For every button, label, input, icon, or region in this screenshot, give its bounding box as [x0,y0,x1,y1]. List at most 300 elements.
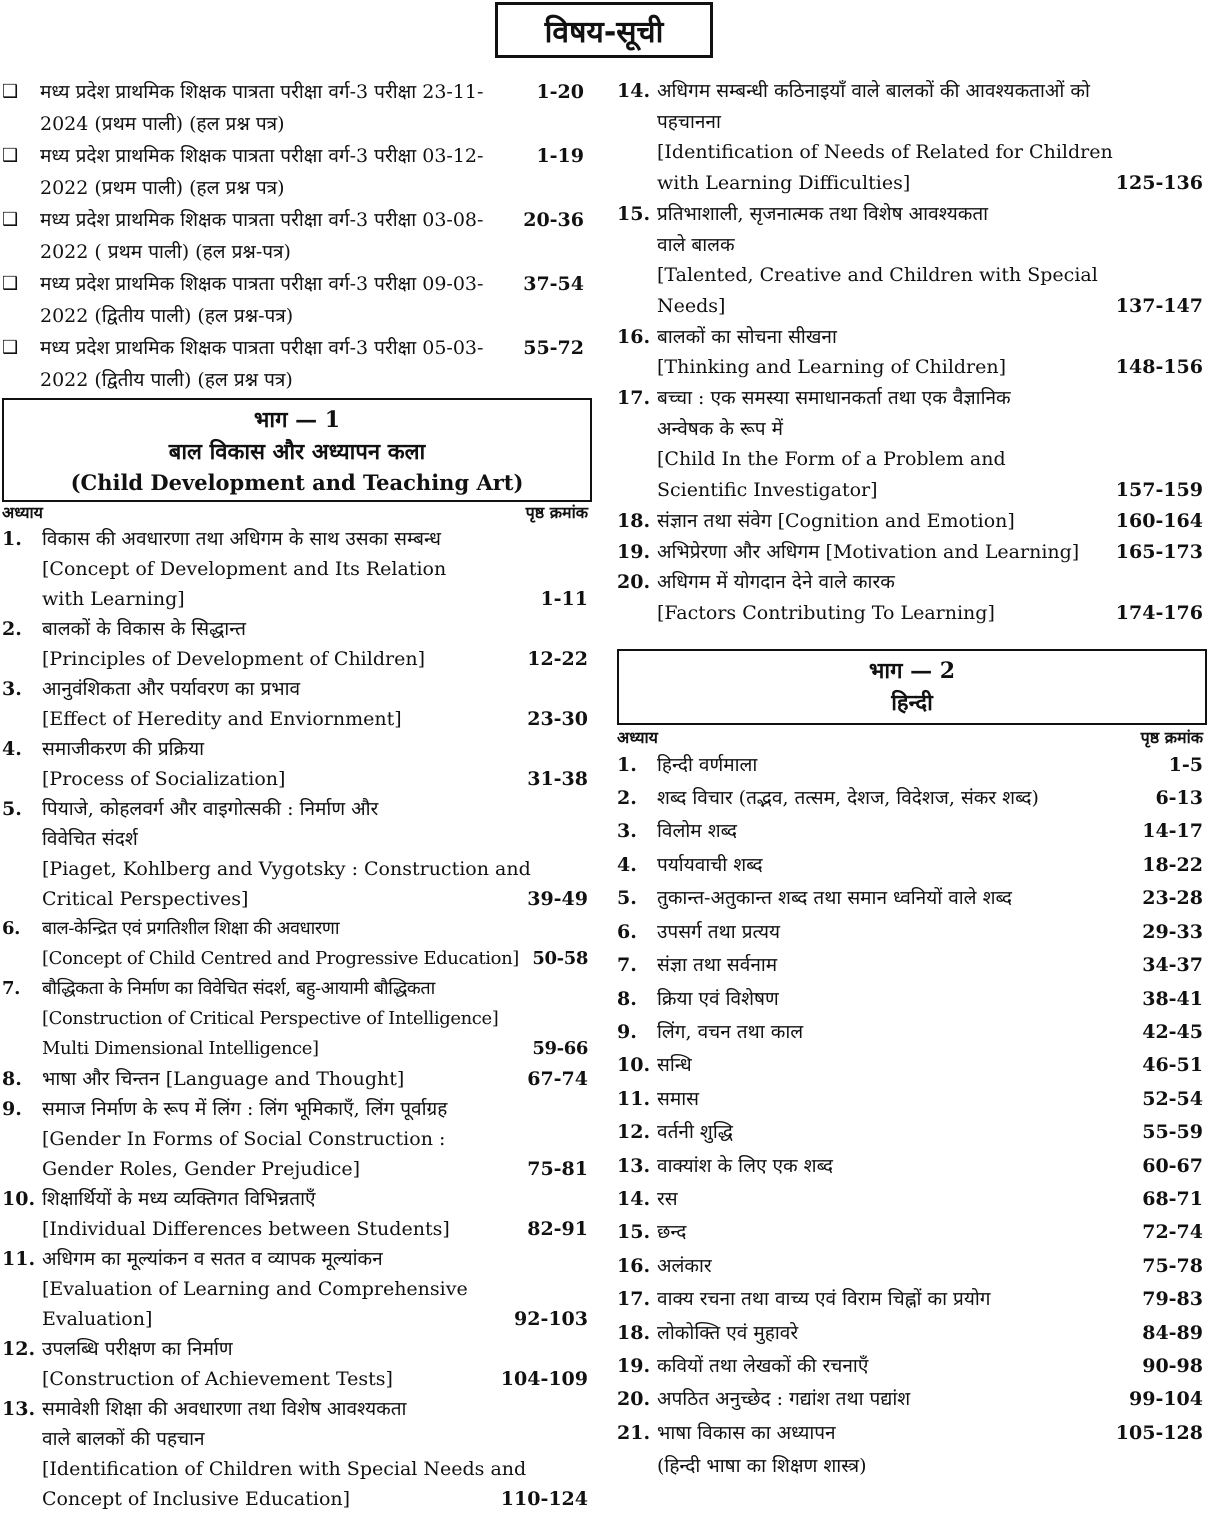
chapter-title-line: [Piaget, Kohlberg and Vygotsky : Construction and [42,858,531,880]
chapter-pages: 84-89 [1142,1321,1203,1344]
chapter-title-line: लोकोक्ति एवं मुहावरे [657,1321,799,1344]
chapter-title-line: कवियों तथा लेखकों की रचनाएँ [657,1354,869,1377]
chapter-title-line: रस [657,1187,678,1210]
chapter-body [657,1083,1207,1116]
chapter-title-line: समाज निर्माण के रूप में लिंग : लिंग भूमिकाएँ, लिंग पूर्वाग्रह [42,1098,448,1120]
chapter-title-last-line [42,764,592,794]
chapter-title-line: प्रतिभाशाली, सृजनात्मक तथा विशेष आवश्यकता [657,202,989,225]
chapter-pages: 1-5 [1168,753,1203,776]
chapter-column-label: अध्याय [2,503,43,522]
chapter-body [657,567,1207,628]
chapter-body [42,524,592,614]
chapter-number: 14. [617,1187,651,1210]
paper-pages: 55-72 [523,337,584,359]
chapter-title-line: संज्ञा तथा सर्वनाम [657,954,778,977]
chapter-entry [617,567,1207,628]
chapter-entry [617,1016,1207,1049]
chapter-entry [617,782,1207,815]
chapter-number: 2. [2,618,22,640]
chapter-title-line: भाषा और चिन्तन [Language and Thought] [42,1068,405,1090]
chapter-title-line: समावेशी शिक्षा की अवधारणा तथा विशेष आवश्यकता [42,1398,407,1420]
chapter-entry [617,882,1207,915]
chapter-entry [617,322,1207,383]
chapter-number: 17. [617,387,651,410]
chapter-pages: 174-176 [1115,601,1203,624]
paper-pages: 20-36 [523,209,584,231]
chapter-pages: 50-58 [532,948,588,969]
chapter-body [657,1417,1207,1484]
chapter-pages: 18-22 [1142,853,1203,876]
chapter-body [42,974,592,1064]
chapter-title-line: Scientific Investigator] [657,479,878,502]
chapter-title-line: अभिप्रेरणा और अधिगम [Motivation and Learning] [657,540,1080,563]
chapter-title-line: तुकान्त-अतुकान्त शब्द तथा समान ध्वनियों वाले शब्द [657,887,1012,910]
chapter-pages: 23-28 [1142,887,1203,910]
chapter-entry [2,974,592,1064]
chapter-pages: 157-159 [1115,479,1203,502]
part2-title-hindi: हिन्दी [891,689,933,716]
chapter-number: 18. [617,509,651,532]
chapter-pages: 67-74 [527,1068,588,1090]
chapter-body [657,506,1207,537]
chapter-title-last-line [657,749,1207,782]
chapter-title-last-line [657,291,1207,322]
chapter-title-last-line [42,1034,592,1064]
chapter-entry [2,734,592,794]
chapter-body [657,1250,1207,1283]
chapter-number: 20. [617,1388,651,1411]
chapter-title-last-line [657,949,1207,982]
chapter-body [657,1350,1207,1383]
chapter-title-line: [Process of Socialization] [42,768,286,790]
chapter-number: 19. [617,540,651,563]
chapter-title-line: क्रिया एवं विशेषण [657,987,779,1010]
chapter-entry [617,1383,1207,1416]
part1-column-header [2,502,592,524]
chapter-entry [2,1064,592,1094]
chapter-number: 13. [617,1154,651,1177]
chapter-title-line: Gender Roles, Gender Prejudice] [42,1158,361,1180]
chapter-title-line: अलंकार [657,1254,712,1277]
chapter-pages: 42-45 [1142,1020,1203,1043]
chapter-title-line: अन्वेषक के रूप में [657,417,783,440]
chapter-number: 10. [2,1188,36,1210]
chapter-pages: 23-30 [527,708,588,730]
part1-chapter-list [2,524,592,1514]
chapter-title-last-line [657,1383,1207,1416]
chapter-body [42,1094,592,1184]
chapter-body [657,1150,1207,1183]
chapter-title-line: हिन्दी वर्णमाला [657,753,758,776]
chapter-body [657,815,1207,848]
chapter-subtitle: (हिन्दी भाषा का शिक्षण शास्त्र) [657,1455,867,1478]
chapter-title-line: पर्यायवाची शब्द [657,853,763,876]
chapter-number: 16. [617,325,651,348]
chapter-pages: 72-74 [1142,1221,1203,1244]
chapter-title-line: उपलब्धि परीक्षण का निर्माण [42,1338,233,1360]
chapter-entry [617,537,1207,568]
chapter-title-line: Multi Dimensional Intelligence] [42,1038,319,1059]
chapter-entry [617,1083,1207,1116]
chapter-title-line: [Individual Differences between Students] [42,1218,450,1240]
chapter-title-line: भाषा विकास का अध्यापन [657,1421,836,1444]
chapter-entry [617,1250,1207,1283]
page-title: विषय-सूची [495,2,713,58]
page-column-label: पृष्ठ क्रमांक [1140,727,1203,747]
chapter-pages: 75-81 [527,1158,588,1180]
chapter-body [42,1184,592,1244]
chapter-entry [2,1334,592,1394]
chapter-title-line: [Factors Contributing To Learning] [657,601,995,624]
chapter-number: 17. [617,1288,651,1311]
chapter-title-line: [Construction of Critical Perspective of Intelligence] [42,1008,499,1029]
chapter-title-line: [Thinking and Learning of Children] [657,356,1007,379]
chapter-title-last-line [42,1484,592,1514]
chapter-number: 3. [2,678,22,700]
chapter-number: 11. [2,1248,36,1270]
paper-item [2,268,592,332]
chapter-body [657,1317,1207,1350]
chapter-title-last-line [657,1049,1207,1082]
chapter-pages: 99-104 [1129,1388,1203,1411]
chapter-body [657,1283,1207,1316]
chapter-title-last-line [42,1154,592,1184]
part1-title-hindi: बाल विकास और अध्यापन कला [168,439,426,465]
chapter-number: 10. [617,1054,651,1077]
chapter-title-last-line [657,983,1207,1016]
chapter-number: 8. [617,987,637,1010]
chapter-title-last-line [657,916,1207,949]
chapter-number: 6. [617,920,637,943]
chapter-entry [2,914,592,974]
chapter-title-line: आनुवंशिकता और पर्यावरण का प्रभाव [42,678,301,700]
chapter-body [657,916,1207,949]
chapter-number: 2. [617,787,637,810]
chapter-number: 19. [617,1354,651,1377]
chapter-title-last-line [42,1064,592,1094]
chapter-title-last-line [42,644,592,674]
chapter-body [657,849,1207,882]
chapter-entry [617,1116,1207,1149]
paper-title: मध्य प्रदेश प्राथमिक शिक्षक पात्रता परीक्षा वर्ग-3 परीक्षा 03-08-2022 ( प्रथम पाली) (हल प्रश्न-पत्र) [40,209,484,263]
chapter-number: 13. [2,1398,36,1420]
paper-pages: 37-54 [523,273,584,295]
chapter-number: 16. [617,1254,651,1277]
chapter-entry [617,1283,1207,1316]
chapter-pages: 90-98 [1142,1354,1203,1377]
chapter-number: 11. [617,1087,651,1110]
chapter-entry [2,674,592,734]
chapter-title-last-line [657,168,1207,199]
chapter-number: 4. [2,738,22,760]
chapter-entry [617,815,1207,848]
chapter-pages: 39-49 [527,888,588,910]
chapter-entry [617,1150,1207,1183]
chapter-pages: 137-147 [1115,294,1203,317]
chapter-entry [617,76,1207,199]
chapter-body [657,949,1207,982]
chapter-body [42,794,592,914]
chapter-pages: 165-173 [1115,540,1203,563]
chapter-title-line: बालकों के विकास के सिद्धान्त [42,618,246,640]
chapter-title-line: विकास की अवधारणा तथा अधिगम के साथ उसका सम्बन्ध [42,528,441,550]
chapter-title-line: [Child In the Form of a Problem and [657,448,1006,471]
part2-column-header [617,727,1207,749]
chapter-entry [617,506,1207,537]
chapter-title-line: शब्द विचार (तद्भव, तत्सम, देशज, विदेशज, संकर शब्द) [657,787,1039,810]
paper-title: मध्य प्रदेश प्राथमिक शिक्षक पात्रता परीक्षा वर्ग-3 परीक्षा 03-12-2022 (प्रथम पाली) (हल प्रश्न पत्र) [40,145,484,199]
chapter-title-last-line [657,598,1207,629]
chapter-title-last-line [657,1216,1207,1249]
chapter-title-last-line [657,1350,1207,1383]
chapter-body [42,674,592,734]
chapter-title-line: पियाजे, कोहलवर्ग और वाइगोत्सकी : निर्माण और [42,798,379,820]
chapter-body [42,1244,592,1334]
chapter-pages: 46-51 [1142,1054,1203,1077]
chapter-pages: 14-17 [1142,820,1203,843]
chapter-number: 14. [617,80,651,102]
chapter-number: 9. [2,1098,22,1120]
chapter-entry [617,983,1207,1016]
part2-header [617,649,1207,725]
paper-item [2,332,592,396]
chapter-title-last-line [657,475,1207,506]
paper-item [2,76,592,140]
paper-title: मध्य प्रदेश प्राथमिक शिक्षक पात्रता परीक्षा वर्ग-3 परीक्षा 23-11-2024 (प्रथम पाली) (हल प्रश्न पत्र) [40,81,484,135]
solved-papers-list [2,76,592,396]
chapter-entry [617,1216,1207,1249]
chapter-number: 5. [2,798,22,820]
chapter-entry [617,1417,1207,1484]
chapter-title-line: with Learning Difficulties] [657,172,911,195]
chapter-title-line: [Construction of Achievement Tests] [42,1368,393,1390]
chapter-number: 21. [617,1421,651,1444]
chapter-title-last-line [42,1214,592,1244]
chapter-entry [617,1183,1207,1216]
chapter-title-line: अधिगम सम्बन्धी कठिनाइयाँ वाले बालकों की आवश्यकताओं को [657,80,1090,102]
chapter-body [657,749,1207,782]
chapter-number: 12. [2,1338,36,1360]
chapter-title-line: समास [657,1087,699,1110]
chapter-title-last-line [657,882,1207,915]
chapter-body [42,614,592,674]
chapter-pages: 34-37 [1142,954,1203,977]
chapter-number: 4. [617,853,637,876]
chapter-pages: 92-103 [514,1308,588,1330]
chapter-title-line: वाक्यांश के लिए एक शब्द [657,1154,834,1177]
part2-label: भाग — 2 [868,657,956,684]
chapter-number: 18. [617,1321,651,1344]
chapter-entry [617,1317,1207,1350]
chapter-column-label: अध्याय [617,727,658,747]
checkbox-bullet-icon: ❑ [2,209,19,230]
chapter-title-last-line [42,584,592,614]
chapter-title-last-line [657,782,1207,815]
chapter-title-last-line [657,1183,1207,1216]
chapter-title-line: Critical Perspectives] [42,888,249,910]
chapter-entry [2,1394,592,1514]
chapter-entry [2,1244,592,1334]
chapter-number: 12. [617,1121,651,1144]
chapter-title-line: Needs] [657,294,726,317]
chapter-title-line: बौद्धिकता के निर्माण का विवेचित संदर्श, बहु-आयामी बौद्धिकता [42,978,435,999]
chapter-body [657,882,1207,915]
part1-label: भाग — 1 [253,407,341,433]
chapter-title-last-line [42,944,592,974]
chapter-title-last-line [657,1116,1207,1149]
chapter-title-line: सन्धि [657,1054,692,1077]
chapter-title-line: अधिगम में योगदान देने वाले कारक [657,571,895,594]
chapter-pages: 104-109 [500,1368,588,1390]
chapter-number: 3. [617,820,637,843]
chapter-title-line: [Effect of Heredity and Enviornment] [42,708,402,730]
chapter-title-line: वाले बालक [657,233,735,256]
chapter-title-last-line [657,1417,1207,1450]
chapter-title-line: [Evaluation of Learning and Comprehensive [42,1278,468,1300]
chapter-title-line: [Gender In Forms of Social Construction : [42,1128,446,1150]
chapter-title-line: with Learning] [42,588,185,610]
chapter-number: 7. [617,954,637,977]
chapter-title-line: संज्ञान तथा संवेग [Cognition and Emotion] [657,509,1015,532]
chapter-entry [617,1350,1207,1383]
chapter-title-last-line [657,1083,1207,1116]
chapter-pages: 31-38 [527,768,588,790]
chapter-title-line: अधिगम का मूल्यांकन व सतत व व्यापक मूल्यांकन [42,1248,383,1270]
chapter-title-line: उपसर्ग तथा प्रत्यय [657,920,781,943]
page-column-label: पृष्ठ क्रमांक [525,503,588,522]
chapter-entry [617,916,1207,949]
chapter-title-last-line [42,1364,592,1394]
chapter-body [42,734,592,794]
chapter-entry [2,524,592,614]
chapter-body [42,1334,592,1394]
chapter-title-last-line [657,1150,1207,1183]
paper-title: मध्य प्रदेश प्राथमिक शिक्षक पात्रता परीक्षा वर्ग-3 परीक्षा 05-03-2022 (द्वितीय पाली) (हल प्रश्न पत्र) [40,337,484,391]
chapter-title-last-line [42,704,592,734]
chapter-pages: 1-11 [540,588,588,610]
chapter-title-last-line [657,352,1207,383]
chapter-entry [2,794,592,914]
chapter-pages: 79-83 [1142,1288,1203,1311]
chapter-title-line: पहचानना [657,110,721,133]
chapter-title-last-line [657,537,1207,568]
chapter-entry [2,1094,592,1184]
chapter-entry [617,749,1207,782]
paper-title: मध्य प्रदेश प्राथमिक शिक्षक पात्रता परीक्षा वर्ग-3 परीक्षा 09-03-2022 (द्वितीय पाली) (हल प्रश्न-पत्र) [40,273,484,327]
chapter-pages: 52-54 [1142,1087,1203,1110]
chapter-number: 15. [617,1221,651,1244]
chapter-body [657,1183,1207,1216]
chapter-number: 1. [2,528,22,550]
chapter-title-line: वाक्य रचना तथा वाच्य एवं विराम चिह्नों का प्रयोग [657,1288,991,1311]
checkbox-bullet-icon: ❑ [2,337,19,358]
chapter-body [657,322,1207,383]
chapter-entry [617,383,1207,506]
chapter-pages: 68-71 [1142,1187,1203,1210]
chapter-title-line: Concept of Inclusive Education] [42,1488,351,1510]
chapter-number: 1. [617,753,637,776]
chapter-title-last-line [657,1250,1207,1283]
part1-chapter-list-continued [617,76,1207,629]
chapter-entry [2,614,592,674]
chapter-number: 7. [2,978,20,999]
chapter-title-line: बाल-केन्द्रित एवं प्रगतिशील शिक्षा की अवधारणा [42,918,340,939]
chapter-number: 8. [2,1068,22,1090]
chapter-pages: 82-91 [527,1218,588,1240]
chapter-body [657,1116,1207,1149]
chapter-title-last-line [657,849,1207,882]
chapter-title-line: [Concept of Child Centred and Progressive Education] [42,948,519,969]
chapter-body [42,1394,592,1514]
chapter-pages: 12-22 [527,648,588,670]
chapter-title-line: शिक्षार्थियों के मध्य व्यक्तिगत विभिन्नताएँ [42,1188,316,1210]
checkbox-bullet-icon: ❑ [2,81,19,102]
chapter-entry [617,849,1207,882]
left-column [2,76,592,1514]
chapter-pages: 75-78 [1142,1254,1203,1277]
chapter-pages: 125-136 [1115,172,1203,195]
chapter-entry [617,949,1207,982]
chapter-number: 20. [617,571,651,594]
chapter-entry [617,1049,1207,1082]
chapter-pages: 148-156 [1115,356,1203,379]
chapter-number: 9. [617,1020,637,1043]
chapter-title-line: [Talented, Creative and Children with Special [657,264,1098,287]
chapter-title-line: विलोम शब्द [657,820,738,843]
chapter-body [42,914,592,974]
chapter-pages: 55-59 [1142,1121,1203,1144]
checkbox-bullet-icon: ❑ [2,145,19,166]
chapter-title-line: विवेचित संदर्श [42,828,138,850]
chapter-pages: 6-13 [1155,787,1203,810]
chapter-number: 6. [2,918,20,939]
paper-item [2,204,592,268]
chapter-body [657,383,1207,506]
chapter-title-last-line [657,1283,1207,1316]
chapter-number: 15. [617,202,651,225]
chapter-body [657,199,1207,322]
chapter-title-line: अपठित अनुच्छेद : गद्यांश तथा पद्यांश [657,1388,911,1411]
chapter-title-last-line [657,1016,1207,1049]
chapter-title-line: लिंग, वचन तथा काल [657,1020,804,1043]
chapter-title-line: [Identification of Needs of Related for Children [657,141,1113,164]
chapter-pages: 29-33 [1142,920,1203,943]
chapter-pages: 59-66 [532,1038,588,1059]
chapter-title-line: बच्चा : एक समस्या समाधानकर्ता तथा एक वैज्ञानिक [657,387,1011,410]
chapter-pages: 38-41 [1142,987,1203,1010]
chapter-body [657,1016,1207,1049]
checkbox-bullet-icon: ❑ [2,273,19,294]
part1-header [2,398,592,502]
chapter-title-last-line [657,815,1207,848]
chapter-title-line: बालकों का सोचना सीखना [657,325,837,348]
chapter-pages: 105-128 [1115,1421,1203,1444]
chapter-pages: 110-124 [500,1488,588,1510]
chapter-pages: 160-164 [1115,509,1203,532]
chapter-body [657,1049,1207,1082]
chapter-body [657,537,1207,568]
chapter-title-line: Evaluation] [42,1308,153,1330]
part2-chapter-list [617,749,1207,1484]
chapter-body [657,983,1207,1016]
chapter-title-last-line [42,884,592,914]
chapter-title-line: [Principles of Development of Children] [42,648,425,670]
chapter-number: 5. [617,887,637,910]
chapter-title-line: वर्तनी शुद्धि [657,1121,733,1144]
paper-pages: 1-19 [536,145,584,167]
chapter-body [657,1216,1207,1249]
paper-item [2,140,592,204]
